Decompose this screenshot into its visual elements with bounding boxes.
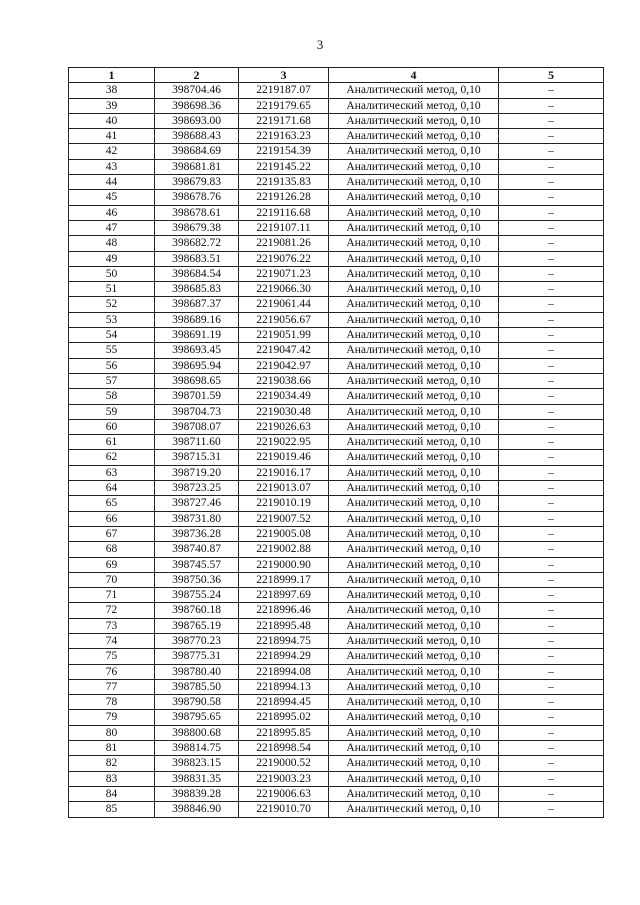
point-number-cell: 85 [69,802,155,817]
description-cell: – [499,496,604,511]
point-number-cell: 41 [69,129,155,144]
table-row [69,603,604,618]
x-coordinate-cell: 398831.35 [155,771,239,786]
method-accuracy-cell: Аналитический метод, 0,10 [329,588,499,603]
point-number-cell: 66 [69,511,155,526]
description-cell: – [499,450,604,465]
y-coordinate-cell: 2219047.42 [239,343,329,358]
method-accuracy-cell: Аналитический метод, 0,10 [329,756,499,771]
table-row [69,771,604,786]
method-accuracy-cell: Аналитический метод, 0,10 [329,603,499,618]
method-accuracy-cell: Аналитический метод, 0,10 [329,664,499,679]
y-coordinate-cell: 2219145.22 [239,159,329,174]
description-cell: – [499,526,604,541]
method-accuracy-cell: Аналитический метод, 0,10 [329,144,499,159]
method-accuracy-cell: Аналитический метод, 0,10 [329,220,499,235]
y-coordinate-cell: 2218994.75 [239,633,329,648]
x-coordinate-cell: 398678.61 [155,205,239,220]
method-accuracy-cell: Аналитический метод, 0,10 [329,389,499,404]
method-accuracy-cell: Аналитический метод, 0,10 [329,175,499,190]
table-row [69,297,604,312]
x-coordinate-cell: 398750.36 [155,572,239,587]
description-cell: – [499,542,604,557]
table-row [69,220,604,235]
table-row [69,205,604,220]
description-cell: – [499,710,604,725]
point-number-cell: 55 [69,343,155,358]
description-cell: – [499,113,604,128]
description-cell: – [499,389,604,404]
x-coordinate-cell: 398745.57 [155,557,239,572]
point-number-cell: 71 [69,588,155,603]
method-accuracy-cell: Аналитический метод, 0,10 [329,496,499,511]
description-cell: – [499,741,604,756]
y-coordinate-cell: 2218997.69 [239,588,329,603]
description-cell: – [499,83,604,98]
table-row [69,725,604,740]
method-accuracy-cell: Аналитический метод, 0,10 [329,113,499,128]
description-cell: – [499,572,604,587]
method-accuracy-cell: Аналитический метод, 0,10 [329,129,499,144]
x-coordinate-cell: 398770.23 [155,633,239,648]
table-row [69,435,604,450]
x-coordinate-cell: 398790.58 [155,695,239,710]
method-accuracy-cell: Аналитический метод, 0,10 [329,557,499,572]
column-header: 3 [239,68,329,83]
x-coordinate-cell: 398683.51 [155,251,239,266]
x-coordinate-cell: 398691.19 [155,328,239,343]
table-row [69,557,604,572]
table-row [69,511,604,526]
point-number-cell: 69 [69,557,155,572]
x-coordinate-cell: 398684.54 [155,266,239,281]
table-row [69,741,604,756]
y-coordinate-cell: 2219179.65 [239,98,329,113]
table-body [69,83,604,817]
y-coordinate-cell: 2218995.48 [239,618,329,633]
y-coordinate-cell: 2219010.70 [239,802,329,817]
method-accuracy-cell: Аналитический метод, 0,10 [329,373,499,388]
x-coordinate-cell: 398701.59 [155,389,239,404]
description-cell: – [499,786,604,801]
x-coordinate-cell: 398684.69 [155,144,239,159]
x-coordinate-cell: 398765.19 [155,618,239,633]
description-cell: – [499,419,604,434]
x-coordinate-cell: 398740.87 [155,542,239,557]
y-coordinate-cell: 2218995.02 [239,710,329,725]
method-accuracy-cell: Аналитический метод, 0,10 [329,282,499,297]
point-number-cell: 59 [69,404,155,419]
point-number-cell: 49 [69,251,155,266]
table-row [69,358,604,373]
point-number-cell: 39 [69,98,155,113]
point-number-cell: 56 [69,358,155,373]
y-coordinate-cell: 2219126.28 [239,190,329,205]
method-accuracy-cell: Аналитический метод, 0,10 [329,236,499,251]
method-accuracy-cell: Аналитический метод, 0,10 [329,695,499,710]
point-number-cell: 51 [69,282,155,297]
description-cell: – [499,343,604,358]
description-cell: – [499,588,604,603]
point-number-cell: 82 [69,756,155,771]
table-row [69,526,604,541]
table-row [69,236,604,251]
table-row [69,756,604,771]
y-coordinate-cell: 2219071.23 [239,266,329,281]
y-coordinate-cell: 2218995.85 [239,725,329,740]
description-cell: – [499,144,604,159]
y-coordinate-cell: 2219000.52 [239,756,329,771]
description-cell: – [499,98,604,113]
y-coordinate-cell: 2219030.48 [239,404,329,419]
x-coordinate-cell: 398678.76 [155,190,239,205]
description-cell: – [499,679,604,694]
point-number-cell: 40 [69,113,155,128]
point-number-cell: 73 [69,618,155,633]
point-number-cell: 77 [69,679,155,694]
description-cell: – [499,802,604,817]
y-coordinate-cell: 2219016.17 [239,465,329,480]
point-number-cell: 67 [69,526,155,541]
description-cell: – [499,220,604,235]
method-accuracy-cell: Аналитический метод, 0,10 [329,343,499,358]
method-accuracy-cell: Аналитический метод, 0,10 [329,83,499,98]
point-number-cell: 58 [69,389,155,404]
column-header: 5 [499,68,604,83]
table-row [69,328,604,343]
x-coordinate-cell: 398723.25 [155,481,239,496]
y-coordinate-cell: 2219010.19 [239,496,329,511]
method-accuracy-cell: Аналитический метод, 0,10 [329,358,499,373]
column-header: 2 [155,68,239,83]
method-accuracy-cell: Аналитический метод, 0,10 [329,435,499,450]
point-number-cell: 68 [69,542,155,557]
method-accuracy-cell: Аналитический метод, 0,10 [329,741,499,756]
method-accuracy-cell: Аналитический метод, 0,10 [329,771,499,786]
x-coordinate-cell: 398823.15 [155,756,239,771]
x-coordinate-cell: 398755.24 [155,588,239,603]
x-coordinate-cell: 398679.83 [155,175,239,190]
point-number-cell: 53 [69,312,155,327]
method-accuracy-cell: Аналитический метод, 0,10 [329,526,499,541]
method-accuracy-cell: Аналитический метод, 0,10 [329,190,499,205]
y-coordinate-cell: 2219163.23 [239,129,329,144]
description-cell: – [499,695,604,710]
page-number: 3 [316,37,324,52]
table-row [69,664,604,679]
y-coordinate-cell: 2219022.95 [239,435,329,450]
table-row [69,113,604,128]
x-coordinate-cell: 398687.37 [155,297,239,312]
x-coordinate-cell: 398727.46 [155,496,239,511]
y-coordinate-cell: 2219171.68 [239,113,329,128]
description-cell: – [499,664,604,679]
x-coordinate-cell: 398681.81 [155,159,239,174]
method-accuracy-cell: Аналитический метод, 0,10 [329,159,499,174]
y-coordinate-cell: 2219007.52 [239,511,329,526]
description-cell: – [499,159,604,174]
point-number-cell: 75 [69,649,155,664]
description-cell: – [499,236,604,251]
x-coordinate-cell: 398715.31 [155,450,239,465]
x-coordinate-cell: 398679.38 [155,220,239,235]
point-number-cell: 78 [69,695,155,710]
x-coordinate-cell: 398682.72 [155,236,239,251]
x-coordinate-cell: 398693.45 [155,343,239,358]
method-accuracy-cell: Аналитический метод, 0,10 [329,251,499,266]
description-cell: – [499,373,604,388]
table-row [69,496,604,511]
table-row [69,282,604,297]
table-row [69,588,604,603]
point-number-cell: 45 [69,190,155,205]
x-coordinate-cell: 398704.73 [155,404,239,419]
point-number-cell: 61 [69,435,155,450]
point-number-cell: 74 [69,633,155,648]
description-cell: – [499,205,604,220]
point-number-cell: 60 [69,419,155,434]
table-row [69,419,604,434]
description-cell: – [499,435,604,450]
y-coordinate-cell: 2218994.45 [239,695,329,710]
description-cell: – [499,633,604,648]
description-cell: – [499,511,604,526]
y-coordinate-cell: 2218998.54 [239,741,329,756]
y-coordinate-cell: 2218994.13 [239,679,329,694]
y-coordinate-cell: 2218996.46 [239,603,329,618]
y-coordinate-cell: 2218999.17 [239,572,329,587]
table-row [69,190,604,205]
description-cell: – [499,557,604,572]
point-number-cell: 81 [69,741,155,756]
y-coordinate-cell: 2219116.68 [239,205,329,220]
y-coordinate-cell: 2219000.90 [239,557,329,572]
table-row [69,251,604,266]
y-coordinate-cell: 2219013.07 [239,481,329,496]
x-coordinate-cell: 398719.20 [155,465,239,480]
description-cell: – [499,404,604,419]
y-coordinate-cell: 2219051.99 [239,328,329,343]
y-coordinate-cell: 2219066.30 [239,282,329,297]
x-coordinate-cell: 398698.65 [155,373,239,388]
x-coordinate-cell: 398698.36 [155,98,239,113]
description-cell: – [499,465,604,480]
point-number-cell: 47 [69,220,155,235]
y-coordinate-cell: 2219038.66 [239,373,329,388]
table-row [69,175,604,190]
y-coordinate-cell: 2219006.63 [239,786,329,801]
x-coordinate-cell: 398839.28 [155,786,239,801]
table-row [69,465,604,480]
description-cell: – [499,649,604,664]
column-header: 4 [329,68,499,83]
y-coordinate-cell: 2219026.63 [239,419,329,434]
point-number-cell: 76 [69,664,155,679]
description-cell: – [499,603,604,618]
point-number-cell: 72 [69,603,155,618]
method-accuracy-cell: Аналитический метод, 0,10 [329,404,499,419]
point-number-cell: 54 [69,328,155,343]
table-row [69,481,604,496]
table-header-row [69,68,604,83]
x-coordinate-cell: 398685.83 [155,282,239,297]
y-coordinate-cell: 2219187.07 [239,83,329,98]
method-accuracy-cell: Аналитический метод, 0,10 [329,786,499,801]
description-cell: – [499,358,604,373]
method-accuracy-cell: Аналитический метод, 0,10 [329,205,499,220]
method-accuracy-cell: Аналитический метод, 0,10 [329,618,499,633]
table-row [69,802,604,817]
x-coordinate-cell: 398704.46 [155,83,239,98]
point-number-cell: 63 [69,465,155,480]
table-row [69,404,604,419]
table-row [69,129,604,144]
method-accuracy-cell: Аналитический метод, 0,10 [329,481,499,496]
y-coordinate-cell: 2219034.49 [239,389,329,404]
table-row [69,786,604,801]
method-accuracy-cell: Аналитический метод, 0,10 [329,633,499,648]
point-number-cell: 42 [69,144,155,159]
point-number-cell: 46 [69,205,155,220]
point-number-cell: 80 [69,725,155,740]
point-number-cell: 44 [69,175,155,190]
description-cell: – [499,297,604,312]
x-coordinate-cell: 398708.07 [155,419,239,434]
description-cell: – [499,312,604,327]
point-number-cell: 83 [69,771,155,786]
x-coordinate-cell: 398695.94 [155,358,239,373]
table-row [69,98,604,113]
table-row [69,373,604,388]
method-accuracy-cell: Аналитический метод, 0,10 [329,419,499,434]
method-accuracy-cell: Аналитический метод, 0,10 [329,802,499,817]
description-cell: – [499,328,604,343]
method-accuracy-cell: Аналитический метод, 0,10 [329,710,499,725]
table-row [69,312,604,327]
description-cell: – [499,725,604,740]
description-cell: – [499,481,604,496]
method-accuracy-cell: Аналитический метод, 0,10 [329,266,499,281]
method-accuracy-cell: Аналитический метод, 0,10 [329,450,499,465]
y-coordinate-cell: 2219003.23 [239,771,329,786]
x-coordinate-cell: 398814.75 [155,741,239,756]
point-number-cell: 79 [69,710,155,725]
y-coordinate-cell: 2219135.83 [239,175,329,190]
point-number-cell: 52 [69,297,155,312]
point-number-cell: 48 [69,236,155,251]
y-coordinate-cell: 2219107.11 [239,220,329,235]
table-row [69,679,604,694]
x-coordinate-cell: 398780.40 [155,664,239,679]
description-cell: – [499,771,604,786]
column-header: 1 [69,68,155,83]
x-coordinate-cell: 398711.60 [155,435,239,450]
x-coordinate-cell: 398689.16 [155,312,239,327]
y-coordinate-cell: 2219042.97 [239,358,329,373]
table-row [69,542,604,557]
point-number-cell: 57 [69,373,155,388]
point-number-cell: 50 [69,266,155,281]
point-number-cell: 84 [69,786,155,801]
point-number-cell: 65 [69,496,155,511]
coordinates-table [68,67,604,818]
x-coordinate-cell: 398846.90 [155,802,239,817]
description-cell: – [499,756,604,771]
method-accuracy-cell: Аналитический метод, 0,10 [329,297,499,312]
y-coordinate-cell: 2219002.88 [239,542,329,557]
table-row [69,710,604,725]
point-number-cell: 62 [69,450,155,465]
x-coordinate-cell: 398693.00 [155,113,239,128]
x-coordinate-cell: 398785.50 [155,679,239,694]
x-coordinate-cell: 398731.80 [155,511,239,526]
x-coordinate-cell: 398688.43 [155,129,239,144]
x-coordinate-cell: 398795.65 [155,710,239,725]
description-cell: – [499,251,604,266]
y-coordinate-cell: 2219076.22 [239,251,329,266]
description-cell: – [499,618,604,633]
table-row [69,159,604,174]
table-row [69,572,604,587]
method-accuracy-cell: Аналитический метод, 0,10 [329,679,499,694]
description-cell: – [499,129,604,144]
table-row [69,389,604,404]
method-accuracy-cell: Аналитический метод, 0,10 [329,511,499,526]
method-accuracy-cell: Аналитический метод, 0,10 [329,328,499,343]
table-row [69,450,604,465]
description-cell: – [499,266,604,281]
y-coordinate-cell: 2219081.26 [239,236,329,251]
x-coordinate-cell: 398736.28 [155,526,239,541]
point-number-cell: 38 [69,83,155,98]
method-accuracy-cell: Аналитический метод, 0,10 [329,542,499,557]
x-coordinate-cell: 398800.68 [155,725,239,740]
y-coordinate-cell: 2219019.46 [239,450,329,465]
table-row [69,343,604,358]
method-accuracy-cell: Аналитический метод, 0,10 [329,649,499,664]
y-coordinate-cell: 2218994.08 [239,664,329,679]
y-coordinate-cell: 2219056.67 [239,312,329,327]
x-coordinate-cell: 398775.31 [155,649,239,664]
description-cell: – [499,175,604,190]
point-number-cell: 43 [69,159,155,174]
description-cell: – [499,282,604,297]
table-row [69,266,604,281]
method-accuracy-cell: Аналитический метод, 0,10 [329,572,499,587]
table-row [69,695,604,710]
method-accuracy-cell: Аналитический метод, 0,10 [329,725,499,740]
x-coordinate-cell: 398760.18 [155,603,239,618]
y-coordinate-cell: 2218994.29 [239,649,329,664]
method-accuracy-cell: Аналитический метод, 0,10 [329,98,499,113]
y-coordinate-cell: 2219154.39 [239,144,329,159]
point-number-cell: 70 [69,572,155,587]
table-row [69,83,604,98]
description-cell: – [499,190,604,205]
table-row [69,618,604,633]
point-number-cell: 64 [69,481,155,496]
y-coordinate-cell: 2219005.08 [239,526,329,541]
y-coordinate-cell: 2219061.44 [239,297,329,312]
table-row [69,649,604,664]
table-row [69,633,604,648]
method-accuracy-cell: Аналитический метод, 0,10 [329,312,499,327]
table-row [69,144,604,159]
method-accuracy-cell: Аналитический метод, 0,10 [329,465,499,480]
